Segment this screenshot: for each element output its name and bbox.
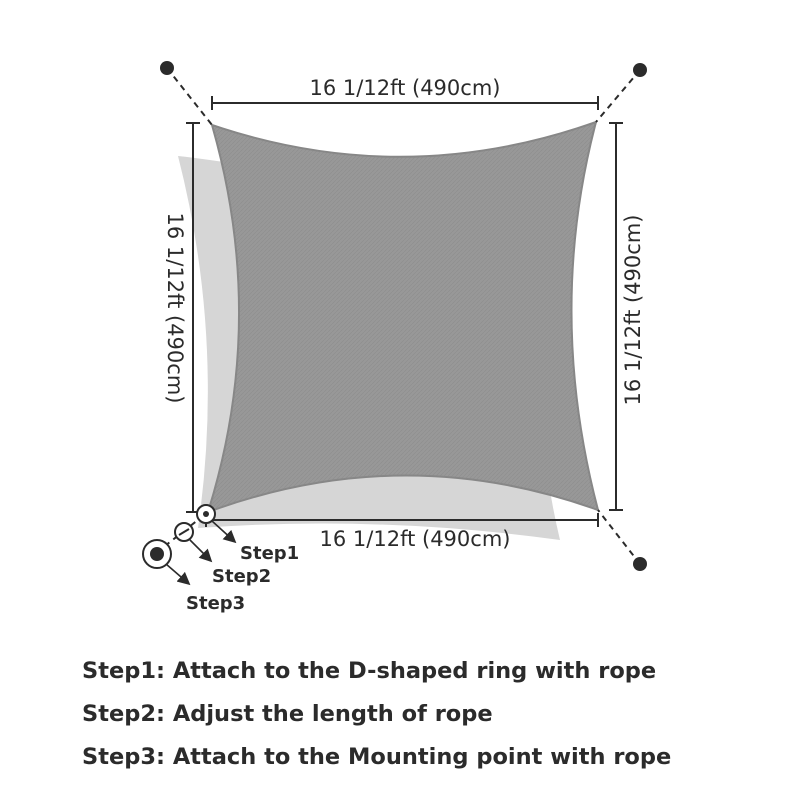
dimension-label-bottom: 16 1/12ft (490cm): [319, 527, 511, 551]
d-ring-icon: [197, 505, 215, 523]
step3-label: Step3: [186, 593, 246, 614]
mounting-point-top-left: [160, 61, 174, 75]
instruction-step1: Step1: Attach to the D-shaped ring with rope: [82, 658, 657, 684]
step2-label: Step2: [212, 566, 272, 587]
mounting-point-bottom-right: [633, 557, 647, 571]
step1-label: Step1: [240, 543, 300, 564]
dimension-label-right: 16 1/12ft (490cm): [621, 214, 645, 406]
dimension-label-left: 16 1/12ft (490cm): [163, 212, 187, 404]
mounting-point-top-right: [633, 63, 647, 77]
instruction-step3: Step3: Attach to the Mounting point with rope: [82, 744, 672, 770]
instructions-list: [82, 650, 782, 779]
shade-sail: [208, 122, 598, 512]
instruction-step2: Step2: Adjust the length of rope: [82, 701, 493, 727]
rope-adjuster-icon: [175, 523, 193, 541]
dimension-label-top: 16 1/12ft (490cm): [309, 76, 501, 100]
